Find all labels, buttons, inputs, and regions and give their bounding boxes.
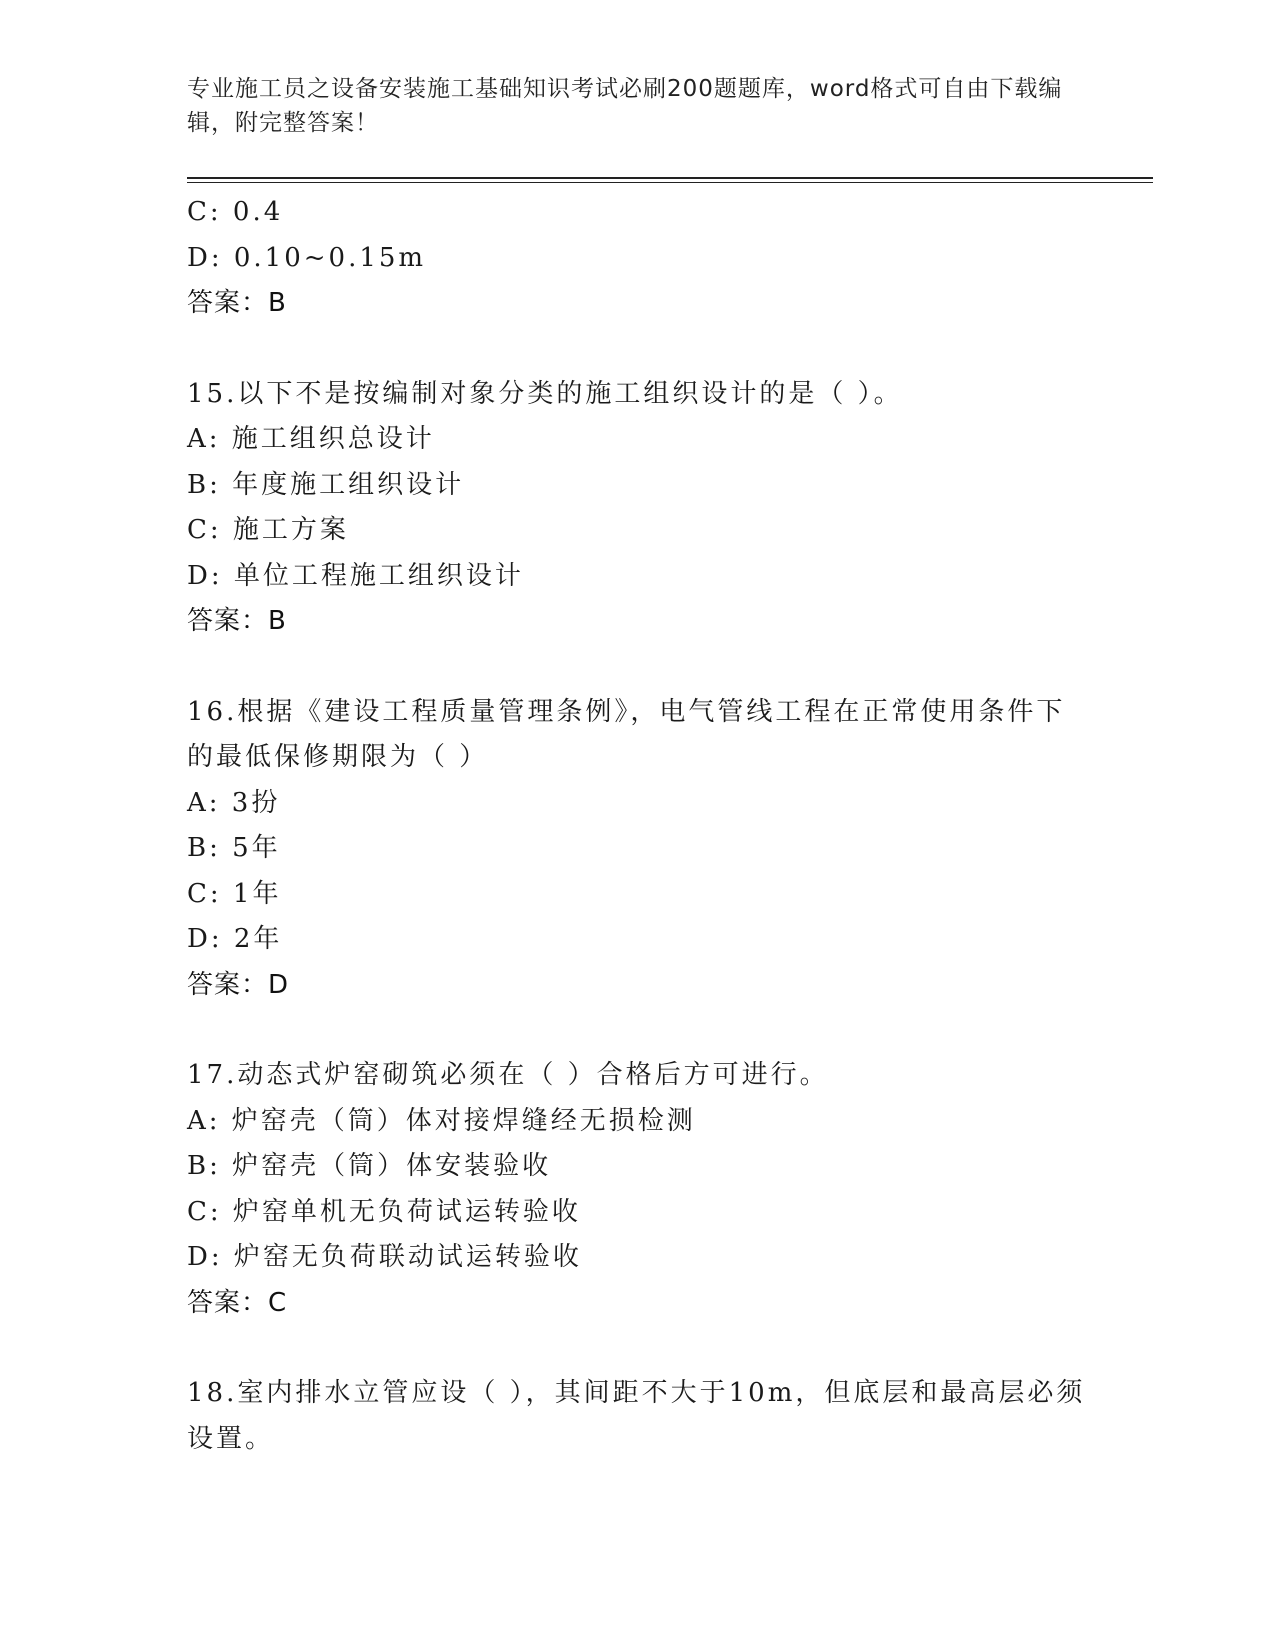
document-body	[187, 190, 1087, 1462]
continued-question	[187, 190, 1087, 327]
option-d: D: 炉窑无负荷联动试运转验收	[187, 1242, 582, 1272]
option-d: D: 0.10~0.15m	[187, 242, 427, 273]
question-text: 16.根据《建设工程质量管理条例》，电气管线工程在正常使用条件下的最低保修期限为（ ）	[187, 696, 1066, 772]
answer-line: 答案：C	[187, 1287, 288, 1318]
option-c: C: 1年	[187, 878, 282, 909]
header-divider-thick	[187, 177, 1153, 179]
question-text: 15.以下不是按编制对象分类的施工组织设计的是（ ）。	[187, 378, 903, 409]
question-15	[187, 372, 1087, 645]
question-text: 18.室内排水立管应设（ ），其间距不大于10m，但底层和最高层必须设置。	[187, 1378, 1086, 1454]
option-b: B: 年度施工组织设计	[187, 469, 465, 500]
option-b: B: 炉窑壳（筒）体安装验收	[187, 1151, 552, 1181]
answer-line: 答案：B	[187, 288, 287, 318]
option-d: D: 2年	[187, 924, 283, 954]
question-16	[187, 690, 1087, 1009]
document-header: 专业施工员之设备安装施工基础知识考试必刷200题题库，word格式可自由下载编辑，附完整答案！	[187, 76, 1063, 136]
option-c: C: 0.4	[187, 197, 284, 227]
option-d: D: 单位工程施工组织设计	[187, 560, 524, 591]
option-a: A: 炉窑壳（筒）体对接焊缝经无损检测	[187, 1105, 696, 1136]
option-a: A: 3扮	[187, 787, 281, 818]
option-c: C: 施工方案	[187, 515, 349, 545]
question-text: 17.动态式炉窑砌筑必须在（ ）合格后方可进行。	[187, 1060, 829, 1090]
answer-line: 答案：D	[187, 969, 290, 1000]
answer-line: 答案：B	[187, 606, 287, 636]
option-b: B: 5年	[187, 833, 281, 863]
option-c: C: 炉窑单机无负荷试运转验收	[187, 1196, 581, 1227]
question-17	[187, 1053, 1087, 1326]
option-a: A: 施工组织总设计	[187, 424, 435, 454]
question-18	[187, 1371, 1087, 1462]
header-divider-thin	[187, 182, 1153, 183]
